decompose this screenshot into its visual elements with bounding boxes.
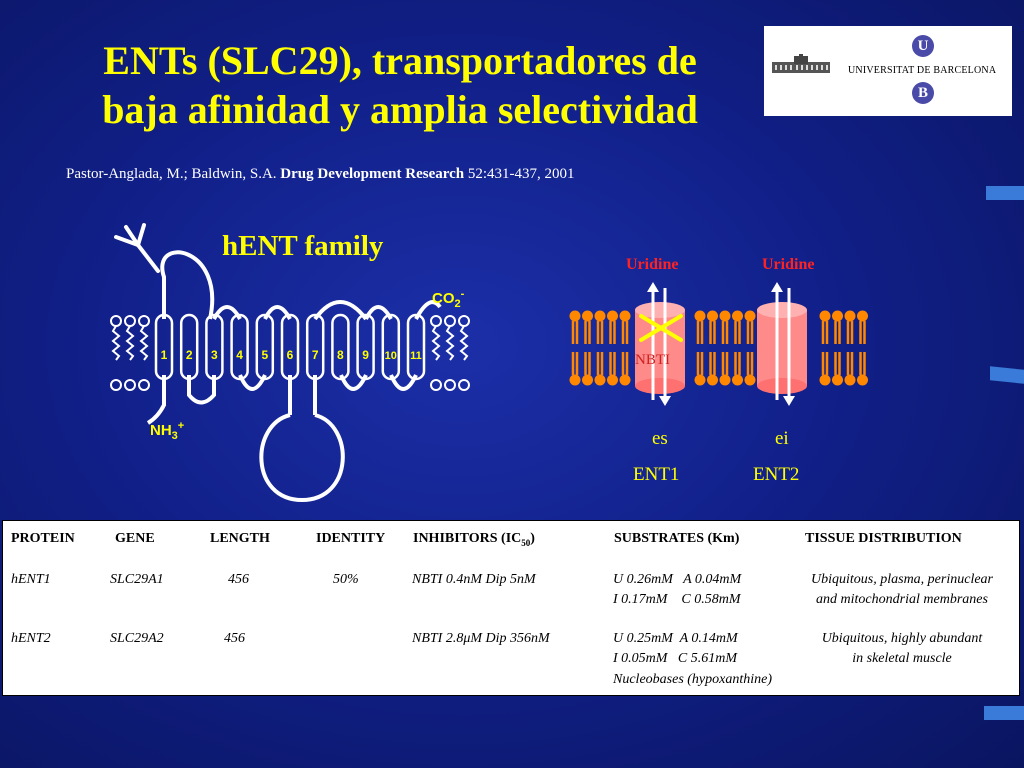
row1-protein: hENT1: [11, 572, 51, 587]
lipid-tail: [586, 352, 590, 375]
tm-helix-2: [181, 315, 197, 379]
lipid-bilayer: [570, 311, 869, 386]
lipid-head: [857, 311, 868, 322]
row2-tissue-2: in skeletal muscle: [852, 651, 952, 666]
lipid-tail: [711, 352, 715, 375]
lipid-tail: [823, 321, 827, 344]
lipid-tail: [573, 352, 577, 375]
tm-number-3: 3: [211, 348, 218, 362]
lipid-head: [570, 311, 581, 322]
lipid-tail: [736, 352, 740, 375]
lipid-head: [832, 311, 843, 322]
nh3-label: $NH_3^+$: [150, 420, 185, 442]
lipid-tail: [748, 321, 752, 344]
row1-length: 456: [228, 572, 249, 587]
lipid-head: [695, 311, 706, 322]
lipid-head: [695, 375, 706, 386]
lipid-head: [607, 311, 618, 322]
ent2-channel: [757, 302, 807, 394]
logo-name: UNIVERSITAT DE BARCELONA: [848, 65, 997, 76]
lipid-head: [720, 375, 731, 386]
lipid-head: [820, 375, 831, 386]
lipid-head: [570, 375, 581, 386]
ent1-label: ENT1: [633, 464, 680, 485]
large-intracellular-loop: [261, 415, 342, 500]
tm-number-9: 9: [362, 348, 369, 362]
row1-substrates-1: U 0.26mM A 0.04mM: [613, 572, 742, 587]
transport-diagram: [565, 282, 880, 412]
tm-helix-9: [358, 315, 374, 379]
row2-length: 456: [224, 631, 245, 646]
lipid-head: [620, 311, 631, 322]
transmembrane-helices: [156, 315, 424, 379]
nbti-label: NBTI: [635, 352, 670, 368]
row2-substrates-2: I 0.05mM C 5.61mM: [613, 651, 738, 666]
uridine-label-ent1: Uridine: [626, 256, 679, 273]
lipid-tail: [623, 321, 627, 344]
lipid-tail: [611, 321, 615, 344]
glycosylation-icon: [116, 225, 158, 271]
row1-inhibitors: NBTI 0.4nM Dip 5nM: [412, 572, 536, 587]
membrane-lipids-right: [431, 316, 469, 390]
tm-number-7: 7: [311, 348, 319, 362]
header-protein: PROTEIN: [11, 531, 75, 546]
ei-label: ei: [775, 428, 789, 449]
properties-table: [2, 520, 1020, 696]
tm-helix-10: [383, 315, 399, 379]
lipid-tail: [836, 321, 840, 344]
lipid-tail: [748, 352, 752, 375]
tm-number-1: 1: [160, 348, 168, 362]
membrane-lipids-left: [111, 316, 149, 390]
lipid-tail: [848, 321, 852, 344]
tm-number-4: 4: [236, 348, 243, 362]
tm-helix-4: [232, 315, 248, 379]
lipid-head: [720, 311, 731, 322]
header-tissue: TISSUE DISTRIBUTION: [805, 531, 962, 546]
lipid-head: [732, 375, 743, 386]
lipid-tail: [598, 321, 602, 344]
header-length: LENGTH: [210, 531, 270, 546]
tm-number-11: 11: [410, 350, 422, 362]
lipid-tail: [611, 352, 615, 375]
lipid-tail: [723, 321, 727, 344]
row2-inhibitors: NBTI 2.8μM Dip 356nM: [412, 631, 550, 646]
row1-identity: 50%: [333, 572, 359, 587]
row2-tissue-1: Ubiquitous, highly abundant: [821, 631, 983, 646]
lipid-tail: [598, 352, 602, 375]
lipid-tail: [861, 352, 865, 375]
lipid-tail: [573, 321, 577, 344]
decorative-bar: [990, 366, 1024, 384]
lipid-tail: [736, 321, 740, 344]
lipid-head: [745, 375, 756, 386]
lipid-tail: [698, 352, 702, 375]
citation: [66, 166, 575, 183]
header-substrates: SUBSTRATES (Km): [614, 531, 740, 546]
decorative-bar: [986, 186, 1024, 200]
tm-number-8: 8: [337, 348, 344, 362]
lipid-head: [595, 311, 606, 322]
lipid-head: [707, 375, 718, 386]
row2-substrates-3: Nucleobases (hypoxanthine): [613, 672, 773, 687]
lipid-tail: [848, 352, 852, 375]
logo-u-badge: U: [912, 35, 934, 57]
lipid-tail: [723, 352, 727, 375]
tm-helix-5: [257, 315, 273, 379]
row1-tissue-2: and mitochondrial membranes: [816, 592, 988, 607]
tm-helix-11: [408, 315, 424, 379]
es-label: es: [652, 428, 668, 449]
tm-helix-7: [307, 315, 323, 379]
lipid-tail: [823, 352, 827, 375]
tm-helix-3: [206, 315, 222, 379]
n-terminus: [148, 375, 164, 423]
slide-title: [40, 36, 760, 134]
lipid-head: [845, 311, 856, 322]
family-title: hENT family: [222, 230, 384, 262]
uridine-label-ent2: Uridine: [762, 256, 815, 273]
building-icon: [772, 54, 830, 74]
lipid-head: [707, 311, 718, 322]
lipid-head: [820, 311, 831, 322]
lipid-head: [595, 375, 606, 386]
lipid-tail: [698, 321, 702, 344]
logo-b-badge: B: [912, 82, 934, 104]
tm-helix-8: [332, 315, 348, 379]
citation-authors: Pastor-Anglada, M.; Baldwin, S.A.: [66, 166, 277, 182]
tm-number-2: 2: [185, 348, 193, 362]
tm-number-10: 10: [384, 350, 397, 362]
citation-ref: 52:431-437, 2001: [467, 166, 575, 182]
row1-substrates-2: I 0.17mM C 0.58mM: [613, 592, 741, 607]
lipid-head: [745, 311, 756, 322]
row1-tissue-1: Ubiquitous, plasma, perinuclear: [811, 572, 993, 587]
lipid-head: [845, 375, 856, 386]
ent2-label: ENT2: [753, 464, 800, 485]
lipid-head: [582, 375, 593, 386]
lipid-head: [832, 375, 843, 386]
row2-protein: hENT2: [11, 631, 51, 646]
lipid-head: [620, 375, 631, 386]
lipid-tail: [861, 321, 865, 344]
header-inhibitors: INHIBITORS $(IC_{50})$: [413, 531, 535, 548]
lipid-head: [732, 311, 743, 322]
lipid-tail: [711, 321, 715, 344]
title-line-2: baja afinidad y amplia selectividad: [102, 87, 698, 132]
title-line-1: ENTs (SLC29), transportadores de: [103, 38, 697, 83]
tm-helix-6: [282, 315, 298, 379]
decorative-bar: [984, 706, 1024, 720]
tm-helix-1: [156, 315, 172, 379]
tm-number-5: 5: [261, 348, 269, 362]
lipid-head: [857, 375, 868, 386]
university-logo: [764, 26, 1012, 116]
row2-gene: SLC29A2: [110, 631, 164, 646]
lipid-head: [582, 311, 593, 322]
row2-substrates-1: U 0.25mM A 0.14mM: [613, 631, 738, 646]
hent-topology-diagram: [100, 215, 490, 515]
row1-gene: SLC29A1: [110, 572, 164, 587]
citation-journal: Drug Development Research: [280, 166, 465, 182]
tm-number-6: 6: [286, 348, 294, 362]
lipid-tail: [836, 352, 840, 375]
header-gene: GENE: [115, 531, 155, 546]
lipid-tail: [586, 321, 590, 344]
header-identity: IDENTITY: [316, 531, 386, 546]
lipid-tail: [623, 352, 627, 375]
lipid-head: [607, 375, 618, 386]
co2-label: $CO_2^-$: [432, 288, 465, 310]
